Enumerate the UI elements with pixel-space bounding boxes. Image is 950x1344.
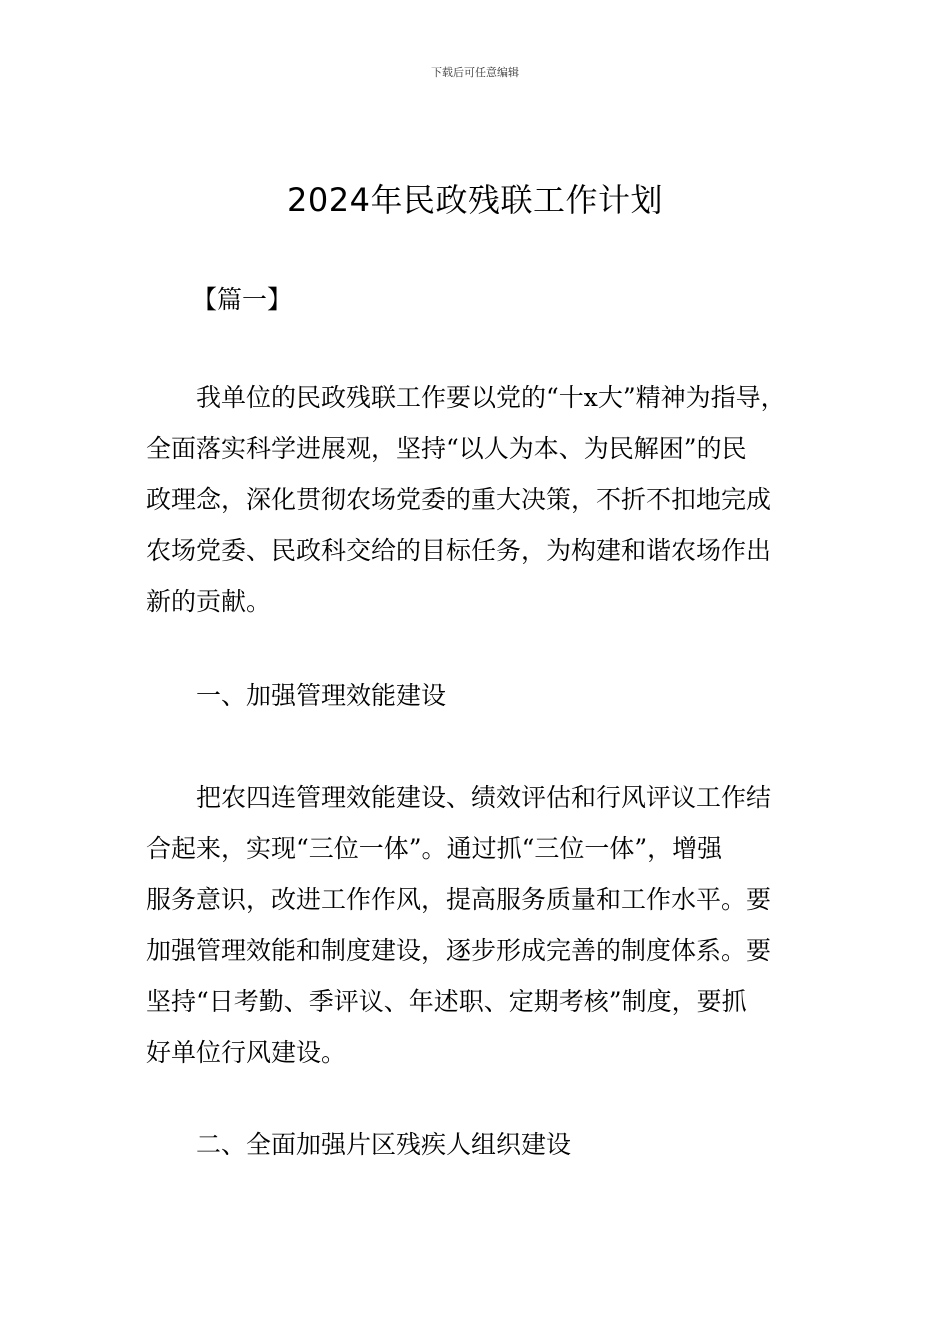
paragraph-line: 全面落实科学进展观，坚持“以人为本、为民解困”的民 bbox=[146, 434, 747, 463]
paragraph-line: 我单位的民政残联工作要以党的“十x大”精神为指导， bbox=[196, 383, 786, 412]
paragraph-line: 新的贡献。 bbox=[146, 587, 272, 616]
section-label: 【篇一】 bbox=[192, 285, 293, 314]
paragraph-line: 农场党委、民政科交给的目标任务，为构建和谐农场作出 bbox=[146, 536, 772, 565]
paragraph-line: 政理念，深化贯彻农场党委的重大决策，不折不扣地完成 bbox=[146, 485, 772, 514]
heading-disability-organization: 二、全面加强片区残疾人组织建设 bbox=[196, 1130, 572, 1159]
document-title: 2024年民政残联工作计划 bbox=[287, 181, 663, 219]
paragraph-line: 合起来，实现“三位一体”。通过抓“三位一体”，增强 bbox=[146, 834, 723, 863]
paragraph-line: 好单位行风建设。 bbox=[146, 1038, 347, 1067]
header-note: 下载后可任意编辑 bbox=[431, 66, 519, 79]
heading-management-efficiency: 一、加强管理效能建设 bbox=[196, 681, 447, 710]
paragraph-line: 坚持“日考勤、季评议、年述职、定期考核”制度，要抓 bbox=[146, 987, 747, 1016]
paragraph-line: 服务意识，改进工作作风，提高服务质量和工作水平。要 bbox=[146, 885, 772, 914]
paragraph-intro bbox=[146, 372, 814, 627]
paragraph-line: 把农四连管理效能建设、绩效评估和行风评议工作结 bbox=[196, 783, 772, 812]
paragraph-line: 加强管理效能和制度建设，逐步形成完善的制度体系。要 bbox=[146, 936, 772, 965]
paragraph-management bbox=[146, 772, 814, 1078]
